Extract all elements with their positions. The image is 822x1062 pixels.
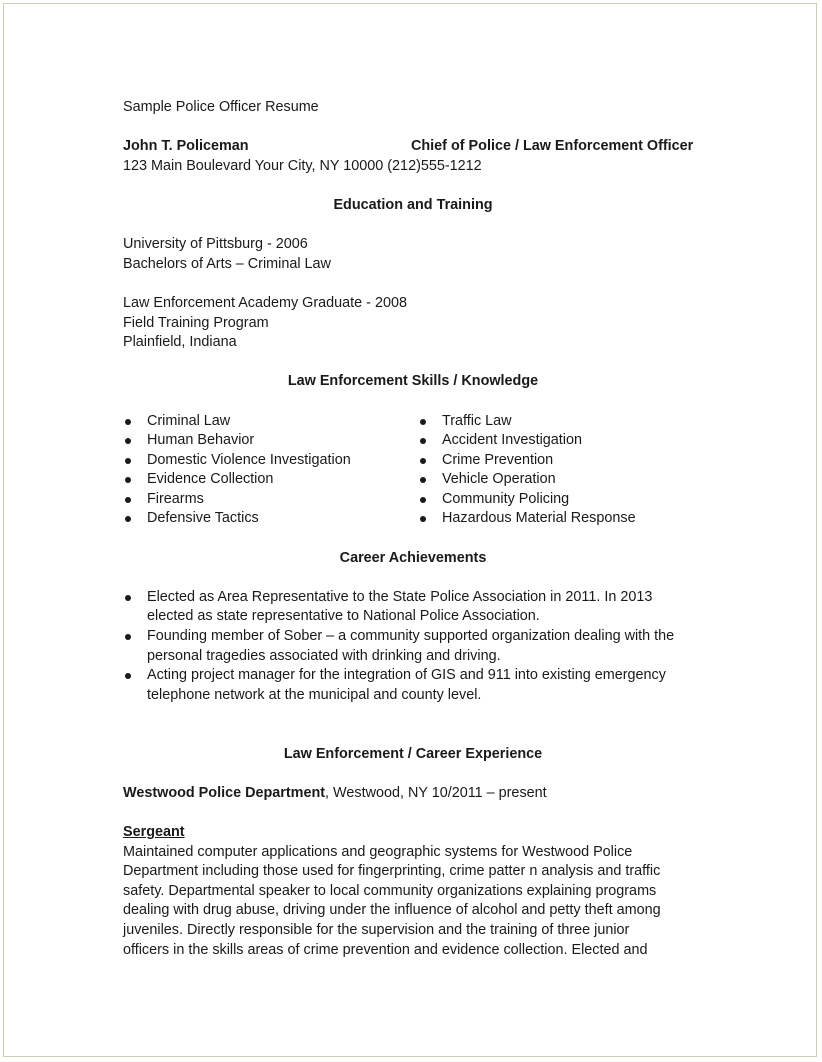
- experience-description: [123, 843, 668, 961]
- skills-list: [123, 412, 703, 530]
- achievement-line: Acting project manager for the integration of GIS and 911 into existing emergency: [147, 667, 666, 684]
- skill-item: Firearms: [123, 490, 418, 510]
- skills-column-right: [418, 412, 636, 530]
- education-line: University of Pittsburg - 2006: [123, 236, 308, 253]
- experience-heading: Law Enforcement / Career Experience: [283, 745, 543, 762]
- education-heading: Education and Training: [333, 196, 493, 213]
- skill-item: Evidence Collection: [123, 470, 418, 490]
- candidate-role: Chief of Police / Law Enforcement Officer: [411, 138, 694, 155]
- skills-column-left: [123, 412, 418, 530]
- description-line: Department including those used for fingerprinting, crime patter n analysis and traffic: [123, 863, 661, 880]
- skill-item: Vehicle Operation: [418, 470, 636, 490]
- resume-document: [123, 98, 703, 960]
- candidate-name: John T. Policeman: [123, 138, 249, 155]
- education-line: Field Training Program: [123, 314, 269, 331]
- education-line: Bachelors of Arts – Criminal Law: [123, 255, 331, 272]
- skill-item: Traffic Law: [418, 412, 636, 432]
- skill-item: Community Policing: [418, 490, 636, 510]
- employer-name: Westwood Police Department: [123, 784, 326, 801]
- description-line: dealing with drug abuse, driving under the influence of alcohol and petty theft among: [123, 902, 661, 919]
- skill-item: Domestic Violence Investigation: [123, 451, 418, 471]
- achievement-line: personal tragedies associated with drinking and driving.: [147, 647, 501, 664]
- skill-item: Criminal Law: [123, 412, 418, 432]
- position-line: [123, 823, 703, 843]
- achievement-item: [123, 627, 693, 666]
- achievement-line: elected as state representative to National Police Association.: [147, 608, 540, 625]
- description-line: officers in the skills areas of crime prevention and evidence collection. Elected and: [123, 941, 648, 958]
- description-line: juveniles. Directly responsible for the supervision and the training of three junior: [123, 921, 630, 938]
- resume-title: Sample Police Officer Resume: [123, 99, 319, 115]
- skill-item: Hazardous Material Response: [418, 509, 636, 529]
- skill-item: Human Behavior: [123, 431, 418, 451]
- achievement-line: Founding member of Sober – a community supported organization dealing with the: [147, 628, 675, 645]
- skill-item: Accident Investigation: [418, 431, 636, 451]
- achievement-line: Elected as Area Representative to the State Police Association in 2011. In 2013: [147, 588, 653, 605]
- education-line: Law Enforcement Academy Graduate - 2008: [123, 294, 407, 311]
- achievement-line: telephone network at the municipal and county level.: [147, 686, 482, 703]
- education-line: Plainfield, Indiana: [123, 334, 237, 351]
- achievement-item: [123, 666, 693, 705]
- position-title: Sergeant: [123, 823, 185, 840]
- employer-detail: , Westwood, NY 10/2011 – present: [325, 784, 547, 801]
- achievement-item: [123, 588, 693, 627]
- achievements-list: [123, 588, 693, 706]
- employer-line: [123, 784, 703, 804]
- skill-item: Crime Prevention: [418, 451, 636, 471]
- skill-item: Defensive Tactics: [123, 509, 418, 529]
- description-line: safety. Departmental speaker to local community organizations explaining programs: [123, 882, 657, 899]
- name-role-row: [123, 137, 703, 157]
- description-line: Maintained computer applications and geographic systems for Westwood Police: [123, 843, 633, 860]
- achievements-heading: Career Achievements: [339, 549, 487, 566]
- contact-info: 123 Main Boulevard Your City, NY 10000 (212)555-1212: [123, 157, 482, 174]
- skills-heading: Law Enforcement Skills / Knowledge: [287, 373, 539, 390]
